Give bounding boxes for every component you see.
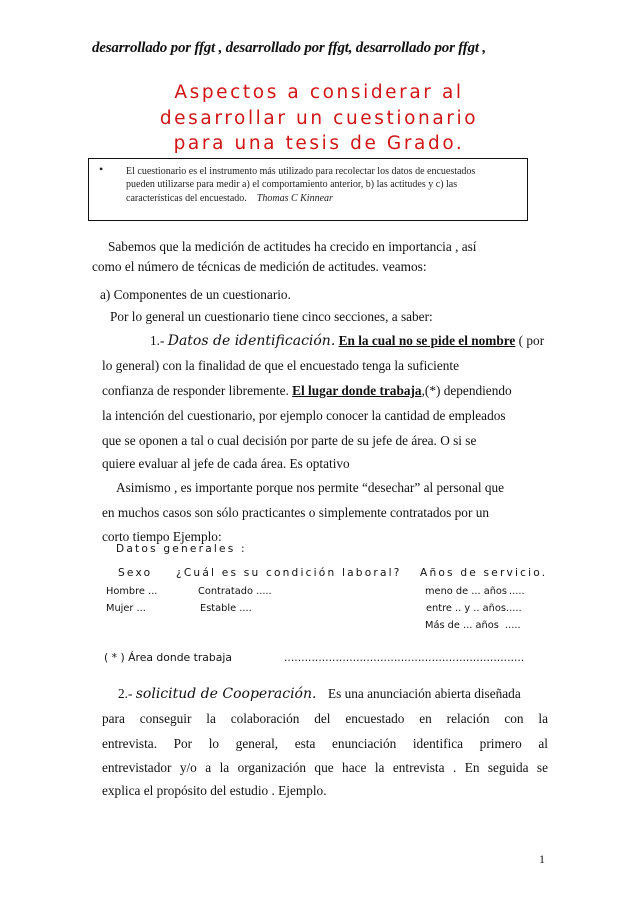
item-2-line-3: entrevista. Por lo general, esta enunciación identifica primero al [102, 736, 548, 751]
title-line-2: desarrollar un cuestionario [159, 107, 479, 129]
section-a-heading: a) Componentes de un cuestionario. [100, 287, 291, 302]
quote-line: pueden utilizarse para medir a) el comportamiento anterior, b) las actitudes y c) las [126, 179, 458, 191]
col-anios: Años de servicio. [420, 567, 548, 579]
cell-menos-anios: meno de ... años [425, 586, 508, 597]
intro-line-2: como el número de técnicas de medición de actitudes. veamos: [92, 259, 427, 274]
page-header: desarrollado por ffgt , desarrollado por ffgt, desarrollado por ffgt , [92, 40, 486, 56]
item-1-emphasis: En la cual no se pide el nombre [338, 333, 516, 348]
asimismo-line-1: Asimismo , es importante porque nos permite “desechar” al personal que [116, 480, 505, 495]
col-condicion: ¿Cuál es su condición laboral? [176, 567, 402, 579]
item-2-line-2: para conseguir la colaboración del encuestado en relación con la [102, 711, 548, 726]
quote-text [126, 165, 521, 205]
item-1-line-5: que se oponen a tal o cual decisión por parte de su jefe de área. O si se [102, 433, 477, 448]
cell-dots: ..... [505, 620, 521, 631]
cell-contratado: Contratado ..... [198, 586, 272, 597]
cell-dots: ..... [509, 586, 525, 597]
section-a-intro: Por lo general un cuestionario tiene cinco secciones, a saber: [110, 309, 433, 324]
intro-line-1: Sabemos que la medición de actitudes ha crecido en importancia , así [108, 239, 477, 254]
item-1-title: Datos de identificación. [167, 333, 336, 349]
cell-mujer: Mujer ... [106, 603, 146, 614]
quote-box [88, 158, 528, 221]
cell-dots: ..... [506, 603, 522, 614]
cell-estable: Estable .... [200, 603, 252, 614]
item-2-line-1-text: Es una anunciación abierta diseñada [328, 686, 521, 701]
item-1-workplace: El lugar donde trabaja [292, 383, 422, 398]
quote-line: El cuestionario es el instrumento más utilizado para recolectar los datos de encuestados [126, 166, 476, 177]
asimismo-line-2: en muchos casos son sólo practicantes o simplemente contratados por un [102, 505, 489, 520]
title-line-3: para una tesis de Grado. [173, 133, 465, 154]
quote-line: características del encuestado. Thomas C Kinnear [126, 192, 333, 204]
title-line-1: Aspectos a considerar al [174, 82, 464, 103]
item-1-line-1: 1.- Datos de identificación. En la cual no se pide el nombre ( por [150, 333, 545, 349]
cell-entre-anios: entre .. y .. años [426, 603, 506, 614]
area-label: ( * ) Área donde trabaja [104, 651, 233, 664]
item-2-line-5: explica el propósito del estudio . Ejemplo. [102, 783, 327, 798]
area-dots: ...................................................................... [284, 651, 525, 664]
item-2-line-1: 2.- solicitud de Cooperación. [118, 686, 317, 702]
col-sexo: Sexo [118, 567, 153, 579]
item-1-line-6: quiere evaluar al jefe de cada área. Es optativo [102, 456, 350, 471]
item-2-line-4: entrevistador y/o a la organización que hace la entrevista . En seguida se [102, 760, 548, 775]
cell-hombre: Hombre ... [106, 586, 158, 597]
page-number: 1 [539, 852, 545, 866]
datos-heading: Datos generales : [116, 543, 247, 555]
document-title [60, 80, 578, 157]
item-2-title: solicitud de Cooperación. [135, 686, 317, 702]
bullet-icon: • [99, 162, 104, 176]
quote-author: Thomas C Kinnear [256, 192, 333, 204]
item-1-line-4: la intención del cuestionario, por ejemplo conocer la cantidad de empleados [102, 408, 506, 423]
cell-mas-anios: Más de ... años [425, 620, 499, 631]
asimismo-line-3: corto tiempo Ejemplo: [102, 529, 222, 544]
item-1-line-2: lo general) con la finalidad de que el encuestado tenga la suficiente [102, 358, 460, 373]
item-1-line-3: confianza de responder libremente. El lugar donde trabaja,(*) dependiendo [102, 383, 512, 398]
